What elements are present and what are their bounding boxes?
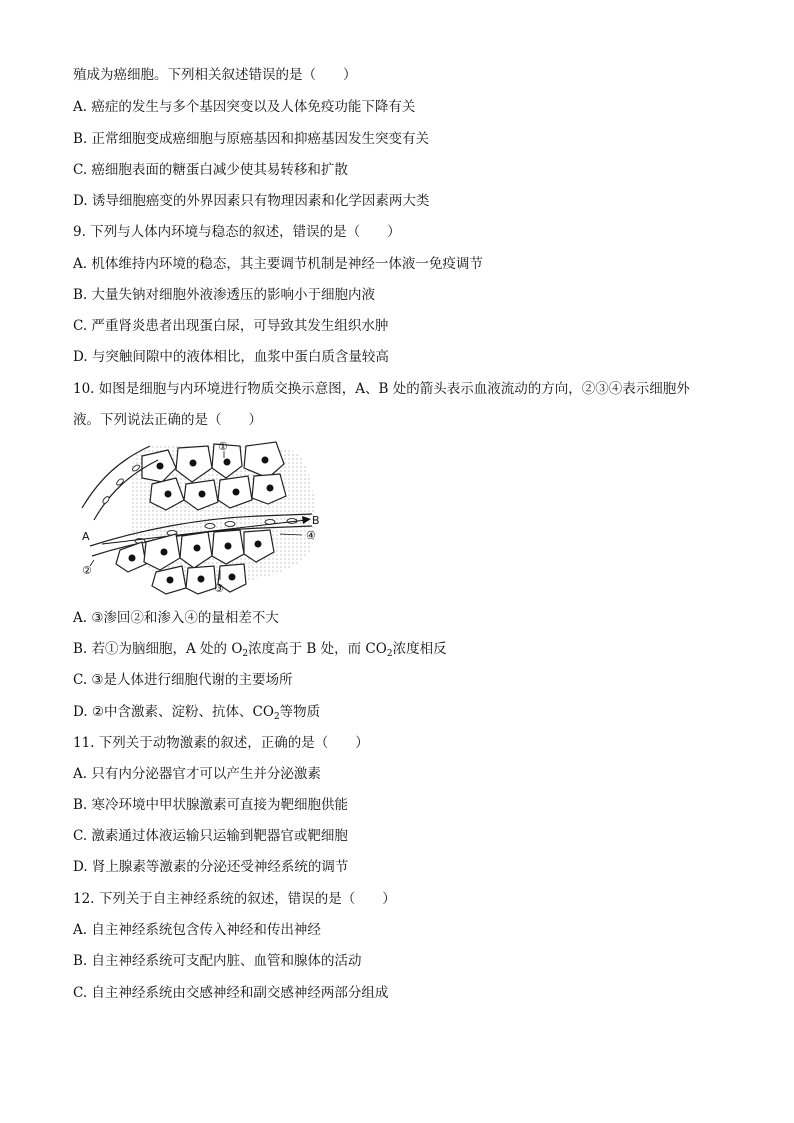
figure-label-a: A [82,530,90,543]
question-10-stem-line2: 液。下列说法正确的是（ ） [73,412,262,428]
q10-option-d-part2: 等物质 [279,704,321,720]
figure-label-4: ④ [306,529,316,542]
q10-option-b [73,640,447,663]
question-9-stem: 9. 下列与人体内环境与稳态的叙述，错误的是（ ） [73,224,401,240]
q8-option-d: D. 诱导细胞癌变的外界因素只有物理因素和化学因素两大类 [73,193,430,209]
q12-option-a: A. 自主神经系统包含传入神经和传出神经 [73,922,321,938]
co2-subscript-d: 2 [273,712,280,722]
q10-option-a: A. ③渗回②和渗入④的量相差不大 [73,610,279,626]
q10-option-b-part3: 浓度相反 [392,641,447,657]
question-8-stem-continued: 殖成为癌细胞。下列相关叙述错误的是（ ） [73,67,357,83]
q10-option-d-part1: D. ②中含激素、淀粉、抗体、CO [73,704,274,720]
q11-option-a: A. 只有内分泌器官才可以产生并分泌激素 [73,766,321,782]
q11-option-d: D. 肾上腺素等激素的分泌还受神经系统的调节 [73,859,349,875]
figure-label-2: ② [82,564,92,577]
question-10-stem-line1: 10. 如图是细胞与内环境进行物质交换示意图，A、B 处的箭头表示血液流动的方向，②③④表示细胞外 [73,381,690,397]
figure-label-3: ③ [214,582,224,595]
q9-option-b: B. 大量失钠对细胞外液渗透压的影响小于细胞内液 [73,287,376,303]
q12-option-b: B. 自主神经系统可支配内脏、血管和腺体的活动 [73,953,362,969]
q11-option-b: B. 寒冷环境中甲状腺激素可直接为靶细胞供能 [73,797,349,813]
question-12-stem: 12. 下列关于自主神经系统的叙述，错误的是（ ） [73,891,396,907]
q8-option-a: A. 癌症的发生与多个基因突变以及人体免疫功能下降有关 [73,99,416,115]
q10-option-b-part1: B. 若①为脑细胞，A 处的 O [73,641,243,657]
o2-subscript: 2 [242,649,249,659]
q8-option-c: C. 癌细胞表面的糖蛋白减少使其易转移和扩散 [73,162,348,178]
q9-option-c: C. 严重肾炎患者出现蛋白尿，可导致其发生组织水肿 [73,318,389,334]
figure-label-b: B [312,514,320,527]
q10-option-d [73,703,320,726]
q10-option-c: C. ③是人体进行细胞代谢的主要场所 [73,672,293,688]
q10-option-b-part2: 浓度高于 B 处，而 CO [248,641,387,657]
q12-option-c: C. 自主神经系统由交感神经和副交感神经两部分组成 [73,985,389,1001]
q8-option-b: B. 正常细胞变成癌细胞与原癌基因和抑癌基因发生突变有关 [73,131,430,147]
tissue-exchange-diagram [80,438,330,596]
q11-option-c: C. 激素通过体液运输只运输到靶器官或靶细胞 [73,828,348,844]
figure-label-1: ① [218,440,228,453]
q9-option-d: D. 与突触间隙中的液体相比，血浆中蛋白质含量较高 [73,349,389,365]
question-11-stem: 11. 下列关于动物激素的叙述，正确的是（ ） [73,735,369,751]
q9-option-a: A. 机体维持内环境的稳态，其主要调节机制是神经一体液一免疫调节 [73,256,483,272]
co2-subscript: 2 [386,649,393,659]
